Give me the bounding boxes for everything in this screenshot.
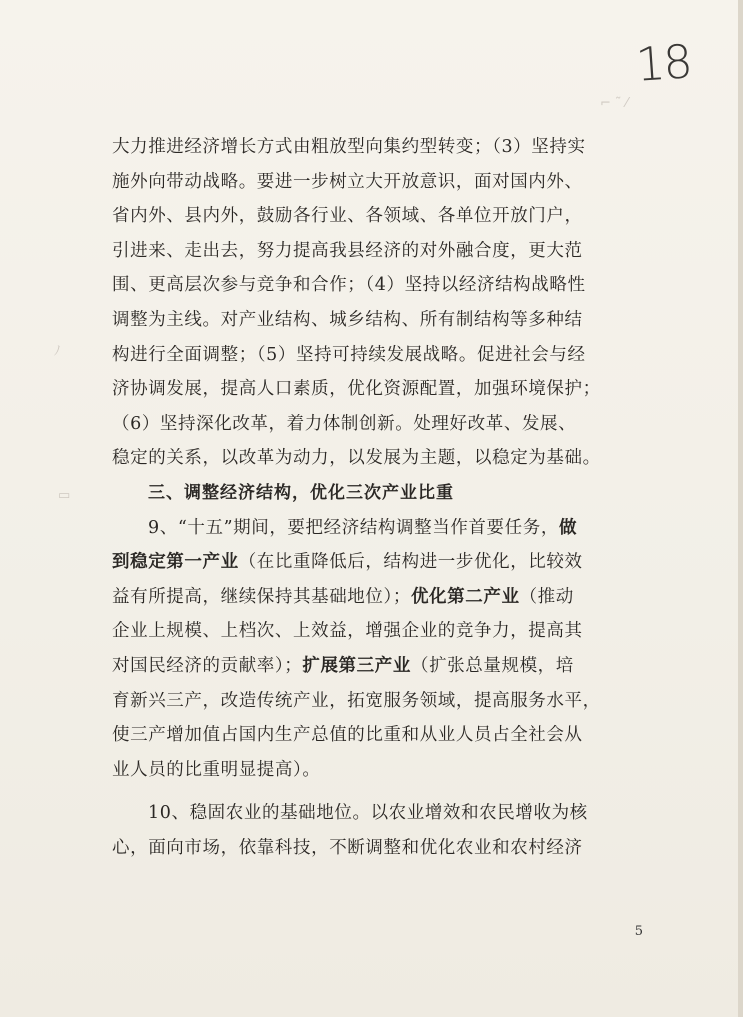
section-heading: 三、调整经济结构，优化三次产业比重 <box>148 482 454 503</box>
text-line: 省内外、县内外，鼓励各行业、各领域、各单位开放门户， <box>112 206 583 227</box>
paragraph-9-line: 业人员的比重明显提高）。 <box>112 759 321 780</box>
text-line: 构进行全面调整；（5）坚持可持续发展战略。促进社会与经 <box>112 344 586 365</box>
text-line: 施外向带动战略。要进一步树立大开放意识，面对国内外、 <box>112 171 583 192</box>
handwritten-folio-number: 18 <box>634 34 693 92</box>
paragraph-9-line: 育新兴三产，改造传统产业，拓宽服务领域，提高服务水平， <box>112 690 601 711</box>
paragraph-10-line: 10、稳固农业的基础地位。以农业增效和农民增收为核 <box>148 803 588 824</box>
text-line: 调整为主线。对产业结构、城乡结构、所有制结构等多种结 <box>112 309 583 330</box>
bold-phrase: 到稳定第一产业 <box>112 552 239 573</box>
text-line: 大力推进经济增长方式由粗放型向集约型转变；（3）坚持实 <box>112 137 586 157</box>
bleed-through-mark: ⌐ ˜ ⁄ <box>600 96 628 111</box>
paragraph-10-line: 心，面向市场，依靠科技，不断调整和优化农业和农村经济 <box>112 837 583 858</box>
bold-phrase: 扩展第三产业 <box>302 655 411 676</box>
bold-phrase: 做 <box>558 517 578 538</box>
text-line: 引进来、走出去，努力提高我县经济的对外融合度，更大范 <box>112 240 583 261</box>
page-edge <box>738 0 743 1017</box>
bold-phrase: 优化第二产业 <box>410 586 520 607</box>
document-body <box>112 130 642 865</box>
paragraph-9-line: 对国民经济的贡献率）；扩展第三产业（扩张总量规模，培 <box>112 655 574 676</box>
paragraph-9-line: 9、“十五”期间，要把经济结构调整当作首要任务，做 <box>148 517 578 538</box>
paragraph-9-line: 到稳定第一产业（在比重降低后，结构进一步优化，比较效 <box>112 552 583 573</box>
paragraph-9-line: 企业上规模、上档次、上效益，增强企业的竞争力，提高其 <box>112 621 583 642</box>
text-line: 稳定的关系，以改革为动力，以发展为主题，以稳定为基础。 <box>112 448 601 469</box>
text-line: 济协调发展，提高人口素质，优化资源配置，加强环境保护； <box>112 379 601 400</box>
paragraph-9-line: 使三产增加值占国内生产总值的比重和从业人员占全社会从 <box>112 725 583 746</box>
bleed-through-mark: ▭ <box>58 488 71 503</box>
paragraph-gap <box>112 787 642 796</box>
bleed-through-mark: ﾉ <box>54 344 61 359</box>
text-line: 围、更高层次参与竞争和合作；（4）坚持以经济结构战略性 <box>112 275 586 296</box>
text-line: （6）坚持深化改革，着力体制创新。处理好改革、发展、 <box>112 413 577 434</box>
page-number: 5 <box>634 924 643 939</box>
paragraph-9-line: 益有所提高，继续保持其基础地位）；优化第二产业（推动 <box>112 586 574 607</box>
